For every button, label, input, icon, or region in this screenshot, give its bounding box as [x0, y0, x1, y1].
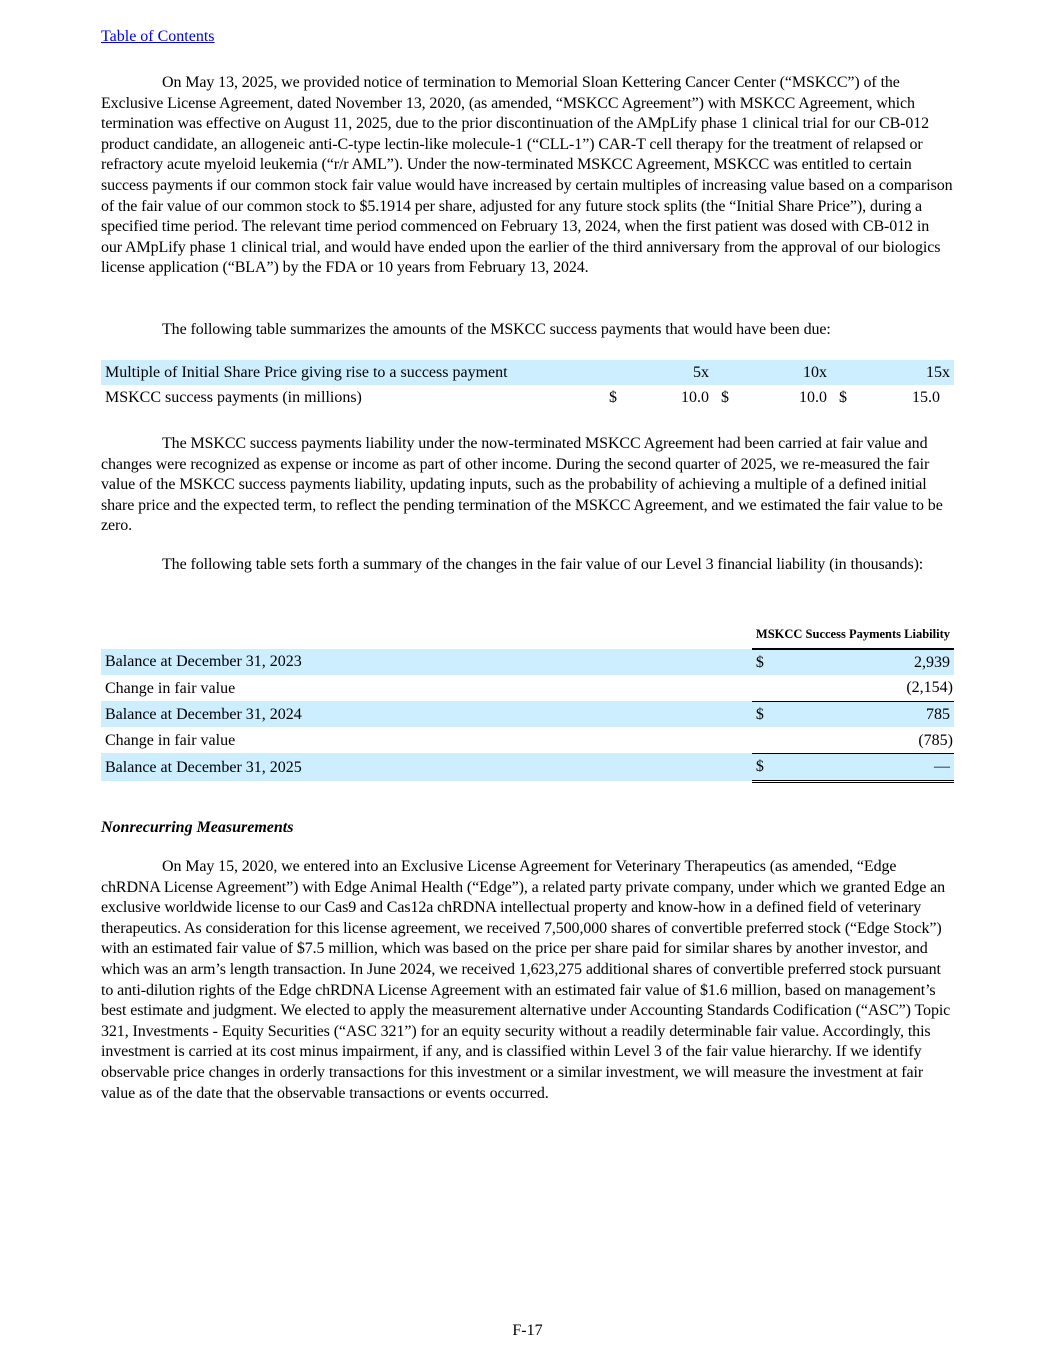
dollar-sign — [752, 675, 806, 701]
dollar-sign: $ — [752, 701, 806, 727]
row-value: (785) — [918, 731, 953, 749]
paragraph-text: The following table sets forth a summary of the changes in the fair value of our Level 3 financial liability (in thousands): — [162, 556, 924, 573]
page-number: F-17 — [512, 1322, 543, 1339]
table-row — [101, 385, 954, 410]
row-label: MSKCC success payments (in millions) — [105, 389, 362, 406]
dollar-sign: $ — [721, 389, 729, 406]
row-label: Balance at December 31, 2024 — [101, 701, 752, 727]
row-label: Multiple of Initial Share Price giving rise to a success payment — [101, 360, 601, 385]
dollar-sign: $ — [839, 389, 847, 406]
dollar-sign: $ — [609, 389, 617, 406]
table-row — [101, 727, 954, 753]
table-row — [101, 675, 954, 701]
row-label: Change in fair value — [105, 679, 236, 697]
success-payments-table — [101, 360, 954, 410]
row-value: 2,939 — [806, 649, 954, 676]
table-row — [101, 360, 954, 385]
paragraph-table1-intro — [101, 320, 954, 341]
column-header: MSKCC Success Payments Liability — [752, 622, 954, 649]
paragraph-text: The MSKCC success payments liability under the now-terminated MSKCC Agreement had been carried at fair value and changes were recognized as expense or income as part of other income. During the second quarter of 2025, we re-measured the fair value of the MSKCC success payments liability, updating inputs, such as the probability of achieving a multiple of a defined initial share price and the expected term, to reflect the pending termination of the MSKCC Agreement, and we estimated the fair value to be zero. — [101, 435, 943, 535]
dollar-sign: $ — [752, 649, 806, 676]
row-value: — — [806, 753, 954, 781]
paragraph-liability-remeasurement — [101, 434, 954, 537]
row-label: Change in fair value — [105, 731, 236, 749]
multiple-10x: 10x — [743, 360, 831, 385]
payment-value: 10.0 — [681, 389, 709, 406]
multiple-5x: 5x — [631, 360, 713, 385]
multiple-15x: 15x — [861, 360, 954, 385]
row-label: Balance at December 31, 2025 — [101, 753, 752, 781]
paragraph-mskcc-termination — [101, 73, 954, 279]
paragraph-edge-license — [101, 857, 954, 1104]
dollar-sign: $ — [752, 753, 806, 781]
row-value: 785 — [806, 701, 954, 727]
paragraph-text: On May 15, 2020, we entered into an Exclusive License Agreement for Veterinary Therapeutics (as amended, “Edge chRDNA License Agreement”) with Edge Animal Health (“Edge”), a related party private company, under which we granted Edge an exclusive worldwide license to our Cas9 and Cas12a chRDNA intellectual property and know-how in a defined field of veterinary therapeutics. As consideration for this license agreement, we received 7,500,000 shares of convertible preferred stock (“Edge Stock”) with an estimated fair value of $7.5 million, which was based on the price per share paid for similar shares by another investor, and which was an arm’s length transaction. In June 2024, we received 1,623,275 additional shares of convertible preferred stock pursuant to anti-dilution rights of the Edge chRDNA License Agreement with an estimated fair value of $1.6 million, based on management’s best estimate and judgment. We elected to apply the measurement alternative under Accounting Standards Codification (“ASC”) Topic 321, Investments - Equity Securities (“ASC 321”) for an equity security without a readily determinable fair value. Accordingly, this investment is carried at its cost minus impairment, if any, and is classified within Level 3 of the fair value hierarchy. If we identify observable price changes in orderly transactions for this investment or a similar investment, we will measure the investment at fair value as of the date that the observable transactions or events occurred. — [101, 858, 951, 1102]
row-label: Balance at December 31, 2023 — [101, 649, 752, 676]
table-row — [101, 753, 954, 781]
section-heading-nonrecurring: Nonrecurring Measurements — [101, 819, 294, 836]
table-header-row — [101, 622, 954, 649]
table-of-contents-link[interactable]: Table of Contents — [101, 28, 215, 45]
level3-liability-table — [101, 622, 954, 783]
row-value: (2,154) — [906, 679, 953, 697]
dollar-sign — [752, 727, 806, 753]
table-row — [101, 649, 954, 676]
payment-value: 15.0 — [912, 389, 940, 406]
table-row — [101, 701, 954, 727]
paragraph-text: The following table summarizes the amounts of the MSKCC success payments that would have been due: — [162, 321, 831, 338]
paragraph-text: On May 13, 2025, we provided notice of termination to Memorial Sloan Kettering Cancer Center (“MSKCC”) of the Exclusive License Agreement, dated November 13, 2020, (as amended, “MSKCC Agreement”) with MSKCC Agreement, which termination was effective on August 11, 2025, due to the prior discontinuation of the AMpLify phase 1 clinical trial for our CB-012 product candidate, an allogeneic anti-C-type lectin-like molecule-1 (“CLL-1”) CAR-T cell therapy for the treatment of relapsed or refractory acute myeloid leukemia (“r/r AML”). Under the now-terminated MSKCC Agreement, MSKCC was entitled to certain success payments if our common stock fair value would have increased by certain multiples of increasing value based on a comparison of the fair value of our common stock to $5.1914 per share, adjusted for any future stock splits (the “Initial Share Price”), during a specified time period. The relevant time period commenced on February 13, 2024, when the first patient was dosed with CB-012 in our AMpLify phase 1 clinical trial, and would have ended upon the earlier of the third anniversary from the approval of our biologics license application (“BLA”) by the FDA or 10 years from February 13, 2024. — [101, 74, 953, 277]
paragraph-table2-intro — [101, 555, 954, 576]
payment-value: 10.0 — [799, 389, 827, 406]
